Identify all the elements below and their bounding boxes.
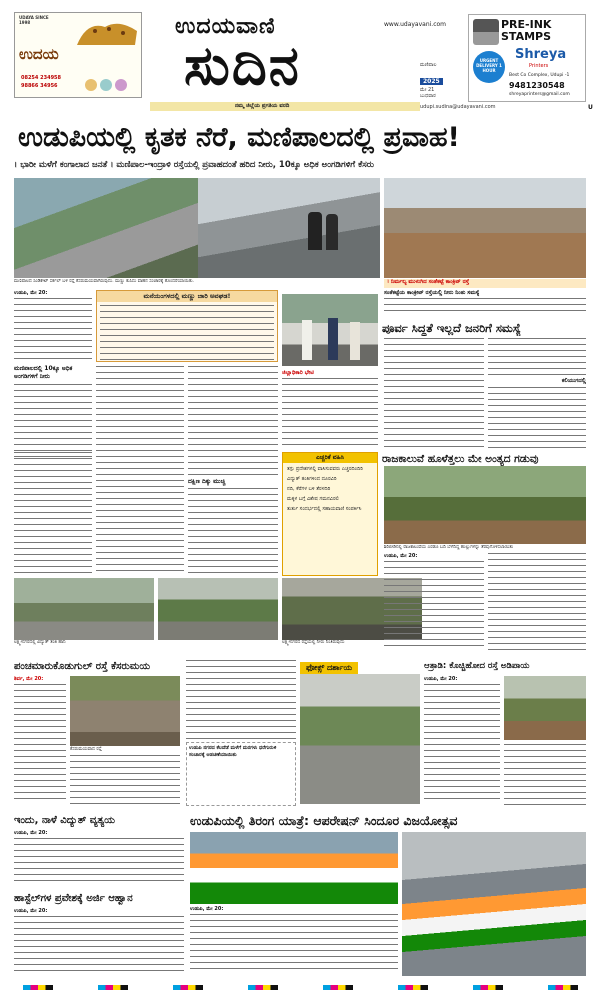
lead-column-1 bbox=[14, 290, 92, 450]
story4-body bbox=[14, 676, 66, 806]
story9-headline: ಉಡುಪಿಯಲ್ಲಿ ತಿರಂಗ ಯಾತ್ರೆ: ಆಪರೇಷನ್ ಸಿಂದೂರ ವಿಜಯೋತ್ಸವ bbox=[190, 813, 458, 828]
page-number: U bbox=[588, 104, 593, 111]
right-ad-title: PRE-INK STAMPS bbox=[501, 18, 552, 43]
story3-body bbox=[384, 553, 484, 653]
edition-title: ಸುದಿನ bbox=[184, 34, 301, 97]
left-ad-brand: ಉದಯ bbox=[19, 45, 59, 63]
day: ಬುಧವಾರ bbox=[420, 93, 436, 99]
story5-caption: ಉಡುಪಿ ನಗರದ ಕೆಲವೆಡೆ ಮಳೆಗೆ ಮರಗಳು ಧರೆಗುರುಳಿ ಸಂಚಾರಕ್ಕೆ ಅಡಚಣೆಯಾಯಿತು bbox=[189, 745, 277, 758]
lead-photo-caption-3: ಲಕ್ಷ್ಮೀನಗರದ ರಸ್ತೆಯಲ್ಲಿ ನೀರು ನಿಂತಿರುವುದು bbox=[282, 640, 345, 645]
lead-column-2-text bbox=[96, 366, 184, 576]
right-ad-address: Best Co Complex, Udupi -1 bbox=[509, 73, 570, 78]
story6-dateline: ಉಡುಪಿ, ಮೇ 20: bbox=[424, 676, 458, 682]
tip-item: ತಗ್ಗು ಪ್ರದೇಶಗಳಲ್ಲಿ ವಾಸಿಸುವವರು ಎಚ್ಚರದಿಂದಿರಿ bbox=[287, 466, 363, 472]
date-box bbox=[420, 62, 464, 102]
right-ad-email[interactable]: shreyaprinters@gmail.com bbox=[509, 92, 570, 97]
left-ad-graphic bbox=[75, 17, 139, 47]
story4-caption: ಕೆಸರುಮಯವಾದ ರಸ್ತೆ bbox=[70, 747, 102, 752]
story4-headline: ಪಂಚಮಾರುಕೊಡುಗುಲ್ ರಸ್ತೆ ಕೆಸರುಮಯ bbox=[14, 661, 151, 672]
lead-photo-caption: ಮಣಿಪಾಲದ ಸಿಂಡಿಕೇಟ್ ಸರ್ಕಲ್ ಬಳಿ ರಸ್ತೆ ಕೆಸರುಮಯವಾಗಿರುವುದು. ಮಣ್ಣು ಕುಸಿದು ವಾಹನ ಸಂಚಾರಕ್ಕೆ ತೊಂದರೆಯಾಯಿತು. bbox=[14, 279, 195, 284]
right-photo-caption: । ನಿರ್ಮಲ್ಯ ಮುಳುಗಿದ ಸಂತೆಕಟ್ಟೆ ಕಾಂಕ್ರಿಟ್ ರಸ್ತೆ bbox=[384, 279, 586, 288]
story6-photo bbox=[504, 676, 586, 740]
left-ad-phone-2: 98866 34956 bbox=[21, 83, 58, 89]
urgent-badge: URGENT DELIVERY 1 HOUR bbox=[473, 51, 505, 83]
story5-photo bbox=[300, 674, 420, 804]
story9-dateline: ಉಡುಪಿ, ಮೇ 20: bbox=[190, 906, 224, 912]
lead-photo-5 bbox=[158, 578, 278, 640]
story9-body bbox=[190, 906, 398, 976]
email[interactable]: udupi.sudina@udayavani.com bbox=[420, 104, 496, 110]
tagline: ನಮ್ಮ ಜಿಲ್ಲೆಯ ಪ್ರಗತಿಯ ವರದಿ bbox=[235, 103, 290, 109]
print-registration-marks bbox=[0, 985, 600, 991]
lead-subhead: । ಭಾರೀ ಮಳೆಗೆ ಕಂಗಾಲಾದ ಜನತೆ । ಮಣಿಪಾಲ-ಇಂದ್ರಾಳಿ ರಸ್ತೆಯಲ್ಲಿ ಪ್ರವಾಹದಂತೆ ಹರಿದ ನೀರು, 10ಕ್ಕೂ ಅಧಿಕ ಅಂಗಡಿಗಳಿಗೆ ಕೆಸರು bbox=[14, 160, 374, 170]
right-advertisement[interactable] bbox=[468, 14, 586, 102]
lead-photo-3 bbox=[384, 178, 586, 278]
tips-title: ಎಚ್ಚರಿಕೆ ವಹಿಸಿ bbox=[283, 453, 377, 463]
right-ad-brand-sub: Printers bbox=[529, 63, 549, 69]
story3-headline: ರಾಜಕಾಲುವೆ ಹೂಳೆತ್ತಲು ಮೇ ಅಂತ್ಯದ ಗಡುವು bbox=[382, 453, 539, 465]
lead-dateline: ಉಡುಪಿ, ಮೇ 20: bbox=[14, 290, 48, 296]
story5-label: ಫೋಕ್ಸ್ ದರ್ಶಾಯ bbox=[300, 662, 358, 674]
story4-photo bbox=[70, 676, 180, 746]
story2-side bbox=[488, 338, 586, 450]
tip-item: ವಿದ್ಯುತ್ ತಂತಿಗಳಿಂದ ದೂರವಿರಿ bbox=[287, 476, 337, 482]
tip-item: ಮಕ್ಕಳ ಬಗ್ಗೆ ವಿಶೇಷ ಗಮನವಿರಲಿ bbox=[287, 496, 339, 502]
lead-column-1-text-b bbox=[14, 452, 92, 576]
right-ad-brand: Shreya bbox=[515, 47, 567, 62]
story3-dateline: ಉಡುಪಿ, ಮೇ 20: bbox=[384, 553, 418, 559]
story8-dateline: ಉಡುಪಿ, ಮೇ 20: bbox=[14, 908, 48, 914]
lead-column-3 bbox=[188, 366, 278, 576]
date: ಮೇ 21 bbox=[420, 87, 435, 93]
lead-photo-caption-2: ಲಕ್ಷ್ಮೀನಗರದಲ್ಲಿ ವಿದ್ಯುತ್ ತಂತಿ ಹಾನಿ bbox=[14, 640, 66, 645]
tip-item: ನದಿ, ಕೆರೆಗಳ ಬಳಿ ತೆರಳದಿರಿ bbox=[287, 486, 331, 492]
tips-box bbox=[282, 452, 378, 576]
story2-intro: ಸಂತೆಕಟ್ಟೆಯ ಕಾಂಕ್ರೀಟ್ ರಸ್ತೆಯಲ್ಲಿ ನೀರು ನಿಂತು ಸಮಸ್ಯೆ bbox=[384, 290, 480, 296]
year-badge: 2025 bbox=[420, 78, 443, 85]
lead-subtitle: ದಕ್ಷಿಣ ದಿಕ್ಕು ಮುಚ್ಚಿ bbox=[188, 478, 226, 485]
story6-body bbox=[424, 676, 500, 806]
story3-photo-caption: ಶಿರಿಬೀಡಿನಲ್ಲಿ ರಾಜಕಾಲುವೆಯ ಎರಡೂ ಬದಿ ಬೆಳೆದಿದ್ದ ಹುಲ್ಲುಗಳನ್ನು ತೆರವುಗೊಳಿಸಲಾಯಿತು bbox=[384, 545, 514, 550]
story7-dateline: ಉಡುಪಿ, ಮೇ 20: bbox=[14, 830, 48, 836]
lead-sidebar-highlight: ಮಣಿಪಾಲದಲ್ಲಿ 10ಕ್ಕೂ ಅಧಿಕ ಅಂಗಡಿಗಳಿಗೆ ನೀರು bbox=[14, 365, 73, 381]
story7-headline: ಇಂದು, ನಾಳೆ ವಿದ್ಯುತ್ ವ್ಯತ್ಯಯ bbox=[14, 815, 115, 826]
story4-dateline: ಶಿರ್ವ, ಮೇ 20: bbox=[14, 676, 44, 682]
story3-photo bbox=[384, 466, 586, 544]
lead-photo-1 bbox=[14, 178, 198, 278]
story8-headline: ಹಾಸ್ಟೆಲ್‌ಗಳ ಪ್ರವೇಶಕ್ಕೆ ಅರ್ಜಿ ಆಹ್ವಾನ bbox=[14, 893, 133, 904]
story9-photo-1 bbox=[190, 832, 398, 904]
story8-body bbox=[14, 908, 184, 974]
stamp-icon bbox=[473, 19, 499, 45]
tip-item: ತುರ್ತು ಸಂದರ್ಭದಲ್ಲಿ ಸಹಾಯವಾಣಿ ಸಂಪರ್ಕಿಸಿ bbox=[287, 506, 362, 512]
masthead bbox=[0, 0, 600, 118]
paper-name: ಉದಯವಾಣಿ bbox=[175, 14, 276, 39]
story9-photo-2 bbox=[402, 832, 586, 976]
lead-photo-4 bbox=[14, 578, 154, 640]
story6-headline: ಆತ್ರಾಡಿ: ಕೊಚ್ಚಿಹೋದ ರಸ್ತೆ ಅಡಿಪಾಯ bbox=[424, 661, 530, 671]
lead-inset bbox=[96, 290, 278, 362]
story5-caption-box bbox=[186, 742, 296, 806]
tips-list bbox=[283, 463, 377, 516]
story2-side-label: ಕಲಿಯುಗದಲ್ಲಿ bbox=[561, 378, 586, 384]
story7-body bbox=[14, 830, 184, 888]
lead-headline: ಉಡುಪಿಯಲ್ಲಿ ಕೃತಕ ನೆರೆ, ಮಣಿಪಾಲದಲ್ಲಿ ಪ್ರವಾಹ! bbox=[18, 122, 460, 153]
left-advertisement[interactable] bbox=[14, 12, 142, 98]
left-ad-tag: UDAYA SINCE 1998 bbox=[19, 15, 49, 25]
right-ad-phone[interactable]: 9481230548 bbox=[509, 81, 565, 90]
story2-photo bbox=[282, 294, 378, 366]
story2-headline: ಪೂರ್ವ ಸಿದ್ಧತೆ ಇಲ್ಲದೆ ಜನರಿಗೆ ಸಮಸ್ಯೆ bbox=[382, 321, 522, 335]
left-ad-logos bbox=[85, 79, 137, 93]
city: ಮಣಿಪಾಲ bbox=[420, 62, 437, 68]
left-ad-phone-1: 08254 234958 bbox=[21, 75, 62, 81]
lead-photo-2 bbox=[198, 178, 380, 278]
lead-inset-title: ಮನೆಯಂಗಳದಲ್ಲಿ ಮಣ್ಣು ಜಾರಿ ಅವಘಡ! bbox=[97, 291, 277, 302]
story2-photo-name: ಜಿಲ್ಲಾಧಿಕಾರಿ ಭೇಟಿ bbox=[282, 370, 314, 376]
website[interactable]: www.udayavani.com bbox=[384, 21, 447, 28]
